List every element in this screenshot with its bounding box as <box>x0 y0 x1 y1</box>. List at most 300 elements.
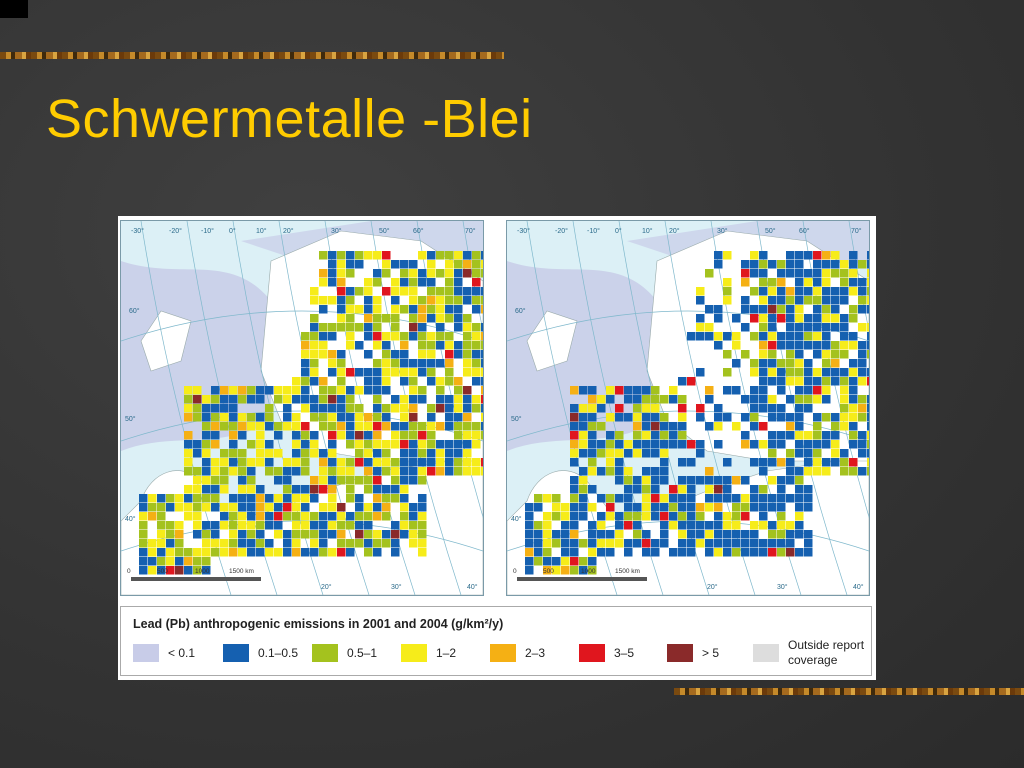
legend-item-3-5 <box>579 643 634 663</box>
emission-cell <box>840 278 849 287</box>
emission-cell <box>310 440 319 449</box>
emission-cell <box>472 341 481 350</box>
emission-cell <box>777 485 786 494</box>
emission-cell <box>831 323 840 332</box>
emission-cell <box>732 512 741 521</box>
emission-cell <box>651 386 660 395</box>
emission-cell <box>328 323 337 332</box>
emission-cell <box>283 422 292 431</box>
emission-cell <box>202 440 211 449</box>
emission-cell <box>723 458 732 467</box>
emission-cell <box>445 341 454 350</box>
emission-cell <box>139 539 148 548</box>
emission-cell <box>220 404 229 413</box>
emission-cell <box>768 494 777 503</box>
emission-cell <box>418 359 427 368</box>
emission-cell <box>579 503 588 512</box>
emission-cell <box>337 539 346 548</box>
emission-cell <box>777 512 786 521</box>
emission-cell <box>768 548 777 557</box>
emission-cell <box>319 539 328 548</box>
emission-cell <box>355 422 364 431</box>
emission-cell <box>463 413 472 422</box>
emission-cell <box>427 260 436 269</box>
emission-cell <box>561 557 570 566</box>
emission-cell <box>570 485 579 494</box>
emission-cell <box>795 323 804 332</box>
emission-cell <box>732 494 741 503</box>
emission-cell <box>759 332 768 341</box>
emission-cell <box>328 404 337 413</box>
emission-cell <box>445 368 454 377</box>
emission-cell <box>525 530 534 539</box>
emission-cell <box>265 404 274 413</box>
emission-cell <box>301 494 310 503</box>
emission-cell <box>283 395 292 404</box>
emission-cell <box>579 512 588 521</box>
emission-cell <box>786 422 795 431</box>
emission-cell <box>768 377 777 386</box>
emission-cell <box>463 251 472 260</box>
emission-cell <box>202 557 211 566</box>
emission-cell <box>436 287 445 296</box>
emission-cell <box>472 440 481 449</box>
emission-cell <box>418 503 427 512</box>
emission-cell <box>292 413 301 422</box>
map-legend <box>120 606 872 676</box>
emission-cell <box>678 494 687 503</box>
emission-cell <box>795 386 804 395</box>
emission-cell <box>301 530 310 539</box>
emission-cell <box>427 368 436 377</box>
emission-cell <box>867 278 869 287</box>
emission-cell <box>409 440 418 449</box>
emission-cell <box>400 512 409 521</box>
emission-cell <box>139 548 148 557</box>
emission-cell <box>346 260 355 269</box>
emission-cell <box>840 422 849 431</box>
emission-cell <box>283 512 292 521</box>
emission-cell <box>849 395 858 404</box>
emission-cell <box>157 539 166 548</box>
emission-cell <box>669 440 678 449</box>
emission-cell <box>481 395 483 404</box>
emission-cell <box>849 413 858 422</box>
emission-cell <box>184 494 193 503</box>
slide-title: Schwermetalle -Blei <box>46 89 533 149</box>
emission-cell <box>849 332 858 341</box>
emission-cell <box>759 404 768 413</box>
emission-cell <box>337 548 346 557</box>
emission-cell <box>220 422 229 431</box>
emission-cell <box>579 404 588 413</box>
emission-cell <box>660 530 669 539</box>
emission-cell <box>409 287 418 296</box>
emission-cell <box>391 359 400 368</box>
emission-cell <box>220 467 229 476</box>
emission-cell <box>795 332 804 341</box>
emission-cell <box>615 458 624 467</box>
emission-cell <box>382 449 391 458</box>
emission-cell <box>301 503 310 512</box>
emission-cell <box>400 377 409 386</box>
emission-cell <box>804 278 813 287</box>
emission-cell <box>768 458 777 467</box>
emission-cell <box>301 377 310 386</box>
emission-cell <box>328 332 337 341</box>
emission-cell <box>247 440 256 449</box>
emission-cell <box>642 422 651 431</box>
emission-cell <box>741 305 750 314</box>
emission-cell <box>310 476 319 485</box>
emission-cell <box>561 503 570 512</box>
emission-cell <box>534 521 543 530</box>
emission-cell <box>822 368 831 377</box>
emission-cell <box>822 260 831 269</box>
emission-cell <box>481 260 483 269</box>
emission-cell <box>211 431 220 440</box>
emission-cell <box>768 296 777 305</box>
emission-cell <box>723 368 732 377</box>
emission-cell <box>831 359 840 368</box>
emission-cell <box>382 458 391 467</box>
emission-cell <box>418 440 427 449</box>
emission-cell <box>229 431 238 440</box>
emission-cell <box>741 278 750 287</box>
emission-cell <box>696 530 705 539</box>
emission-cell <box>373 494 382 503</box>
emission-cell <box>436 395 445 404</box>
emission-cell <box>292 395 301 404</box>
emission-cell <box>373 314 382 323</box>
emission-cell <box>220 539 229 548</box>
emission-cell <box>373 449 382 458</box>
emission-cell <box>319 386 328 395</box>
emission-cell <box>409 539 418 548</box>
emission-cell <box>723 350 732 359</box>
emission-cell <box>705 332 714 341</box>
emission-cell <box>849 314 858 323</box>
emission-cell <box>714 404 723 413</box>
emission-cell <box>265 386 274 395</box>
emission-cell <box>651 467 660 476</box>
emission-cell <box>319 548 328 557</box>
emission-cell <box>840 323 849 332</box>
emission-cell <box>202 494 211 503</box>
emission-cell <box>211 422 220 431</box>
emission-cell <box>184 566 193 575</box>
emission-cell <box>409 269 418 278</box>
emission-cell <box>651 395 660 404</box>
emission-cell <box>561 530 570 539</box>
emission-cell <box>804 386 813 395</box>
emission-cell <box>364 512 373 521</box>
emission-cell <box>382 386 391 395</box>
emission-cell <box>454 287 463 296</box>
emission-cell <box>193 557 202 566</box>
emission-cell <box>418 323 427 332</box>
emission-cell <box>849 251 858 260</box>
emission-cell <box>274 521 283 530</box>
emission-cell <box>822 413 831 422</box>
emission-cell <box>463 449 472 458</box>
emission-cell <box>184 548 193 557</box>
emission-cell <box>400 278 409 287</box>
emission-cell <box>472 467 481 476</box>
emission-cell <box>265 494 274 503</box>
emission-cell <box>184 440 193 449</box>
emission-cell <box>355 251 364 260</box>
emission-cell <box>310 332 319 341</box>
emission-cell <box>391 467 400 476</box>
emission-cell <box>292 458 301 467</box>
emission-cell <box>310 548 319 557</box>
emission-cell <box>759 521 768 530</box>
emission-cell <box>678 458 687 467</box>
emission-cell <box>804 440 813 449</box>
emission-cell <box>723 521 732 530</box>
emission-cell <box>148 557 157 566</box>
emission-cell <box>678 395 687 404</box>
emission-cell <box>409 323 418 332</box>
emission-cell <box>310 377 319 386</box>
emission-cell <box>292 512 301 521</box>
emission-cell <box>849 431 858 440</box>
emission-cell <box>633 404 642 413</box>
emission-cell <box>364 485 373 494</box>
emission-cell <box>615 539 624 548</box>
emission-cell <box>409 260 418 269</box>
emission-cell <box>660 395 669 404</box>
emission-cell <box>472 350 481 359</box>
emission-cell <box>795 269 804 278</box>
emission-cell <box>714 413 723 422</box>
emission-cell <box>481 305 483 314</box>
emission-cell <box>768 278 777 287</box>
emission-cell <box>696 368 705 377</box>
emission-cell <box>570 512 579 521</box>
emission-cell <box>418 476 427 485</box>
emission-cell <box>265 449 274 458</box>
legend-swatch <box>312 644 338 662</box>
emission-cell <box>373 395 382 404</box>
emission-cell <box>148 548 157 557</box>
emission-cell <box>714 494 723 503</box>
emission-cell <box>651 413 660 422</box>
emission-cell <box>238 431 247 440</box>
emission-cell <box>472 278 481 287</box>
emission-cell <box>220 521 229 530</box>
emission-cell <box>660 512 669 521</box>
emission-cell <box>813 413 822 422</box>
legend-item-lt01 <box>133 643 195 663</box>
emission-cell <box>247 395 256 404</box>
emission-cell <box>660 494 669 503</box>
emission-cell <box>346 467 355 476</box>
emission-cell <box>795 431 804 440</box>
emission-cell <box>346 395 355 404</box>
emission-cell <box>472 404 481 413</box>
emission-cell <box>382 359 391 368</box>
emission-cell <box>840 350 849 359</box>
emission-cell <box>436 377 445 386</box>
emission-cell <box>831 287 840 296</box>
scale-label: 1500 km <box>615 568 640 575</box>
emission-cell <box>283 530 292 539</box>
emission-cell <box>382 341 391 350</box>
emission-cell <box>391 314 400 323</box>
emission-cell <box>570 449 579 458</box>
scale-label: 500 <box>543 568 554 575</box>
emission-cell <box>436 404 445 413</box>
emission-cell <box>310 413 319 422</box>
emission-cell <box>202 431 211 440</box>
emission-cell <box>418 386 427 395</box>
emission-cell <box>472 395 481 404</box>
emission-cell <box>858 350 867 359</box>
legend-label: 1–2 <box>436 646 457 660</box>
emission-cell <box>606 458 615 467</box>
emission-cell <box>867 449 869 458</box>
emission-cell <box>813 386 822 395</box>
emission-cell <box>319 512 328 521</box>
emission-cell <box>849 458 858 467</box>
emission-cell <box>768 521 777 530</box>
emission-cell <box>687 503 696 512</box>
emission-cell <box>400 530 409 539</box>
emission-cell <box>382 368 391 377</box>
emission-cell <box>840 395 849 404</box>
map-2001 <box>120 220 484 596</box>
emission-cell <box>615 404 624 413</box>
emission-cell <box>166 521 175 530</box>
emission-cell <box>418 395 427 404</box>
emission-cell <box>301 404 310 413</box>
emission-cell <box>831 449 840 458</box>
emission-cell <box>759 323 768 332</box>
emission-cell <box>624 539 633 548</box>
emission-cell <box>481 269 483 278</box>
emission-cell <box>867 323 869 332</box>
emission-cell <box>813 278 822 287</box>
emission-cell <box>570 521 579 530</box>
emission-cell <box>409 458 418 467</box>
emission-cell <box>795 278 804 287</box>
emission-cell <box>328 476 337 485</box>
emission-cell <box>166 557 175 566</box>
emission-cell <box>391 494 400 503</box>
emission-cell <box>283 386 292 395</box>
emission-cell <box>400 287 409 296</box>
emission-cell <box>678 503 687 512</box>
emission-cell <box>777 440 786 449</box>
emission-cell <box>382 350 391 359</box>
emission-cell <box>472 377 481 386</box>
emission-cell <box>445 332 454 341</box>
emission-cell <box>858 431 867 440</box>
scale-bar <box>131 577 261 581</box>
emission-cell <box>373 323 382 332</box>
emission-cell <box>561 548 570 557</box>
emission-cell <box>373 548 382 557</box>
emission-cell <box>265 512 274 521</box>
emission-cell <box>247 386 256 395</box>
emission-cell <box>867 332 869 341</box>
emission-cell <box>705 323 714 332</box>
emission-cell <box>364 413 373 422</box>
emission-cell <box>202 521 211 530</box>
legend-item-gt5 <box>667 643 719 663</box>
emission-cell <box>858 260 867 269</box>
emission-cell <box>409 404 418 413</box>
emission-cell <box>750 404 759 413</box>
emission-cell <box>651 440 660 449</box>
emission-cell <box>633 449 642 458</box>
emission-cell <box>346 341 355 350</box>
emission-cell <box>723 332 732 341</box>
emission-cell <box>211 530 220 539</box>
emission-cell <box>606 413 615 422</box>
emission-cell <box>768 260 777 269</box>
emission-cell <box>804 494 813 503</box>
emission-cell <box>409 413 418 422</box>
emission-cell <box>723 548 732 557</box>
emission-cell <box>723 251 732 260</box>
emission-cell <box>840 314 849 323</box>
emission-cell <box>355 458 364 467</box>
emission-cell <box>759 386 768 395</box>
emission-cell <box>588 503 597 512</box>
emission-cell <box>705 503 714 512</box>
emission-cell <box>436 296 445 305</box>
coordinate-label: 30° <box>331 228 342 235</box>
emission-cell <box>858 278 867 287</box>
emission-cell <box>687 440 696 449</box>
emission-cell <box>328 251 337 260</box>
emission-cell <box>678 539 687 548</box>
emission-cell <box>588 404 597 413</box>
emission-cell <box>355 431 364 440</box>
emission-cell <box>714 548 723 557</box>
coordinate-label: 30° <box>777 584 788 591</box>
emission-cell <box>579 422 588 431</box>
emission-cell <box>319 377 328 386</box>
emission-cell <box>651 422 660 431</box>
emission-cell <box>292 539 301 548</box>
emission-cell <box>301 467 310 476</box>
coordinate-label: 50° <box>125 416 136 423</box>
emission-cell <box>750 485 759 494</box>
emission-cell <box>373 305 382 314</box>
emission-cell <box>418 530 427 539</box>
emission-cell <box>418 458 427 467</box>
emission-cell <box>678 512 687 521</box>
emission-cell <box>292 440 301 449</box>
emission-cell <box>364 476 373 485</box>
emission-cell <box>463 260 472 269</box>
emission-cell <box>759 296 768 305</box>
coordinate-label: -10° <box>587 228 600 235</box>
emission-cell <box>669 386 678 395</box>
emission-cell <box>364 440 373 449</box>
emission-cell <box>256 395 265 404</box>
emission-cell <box>427 251 436 260</box>
legend-label: < 0.1 <box>168 646 196 660</box>
emission-cell <box>858 341 867 350</box>
emission-cell <box>615 467 624 476</box>
emission-cell <box>570 431 579 440</box>
emission-cell <box>193 413 202 422</box>
